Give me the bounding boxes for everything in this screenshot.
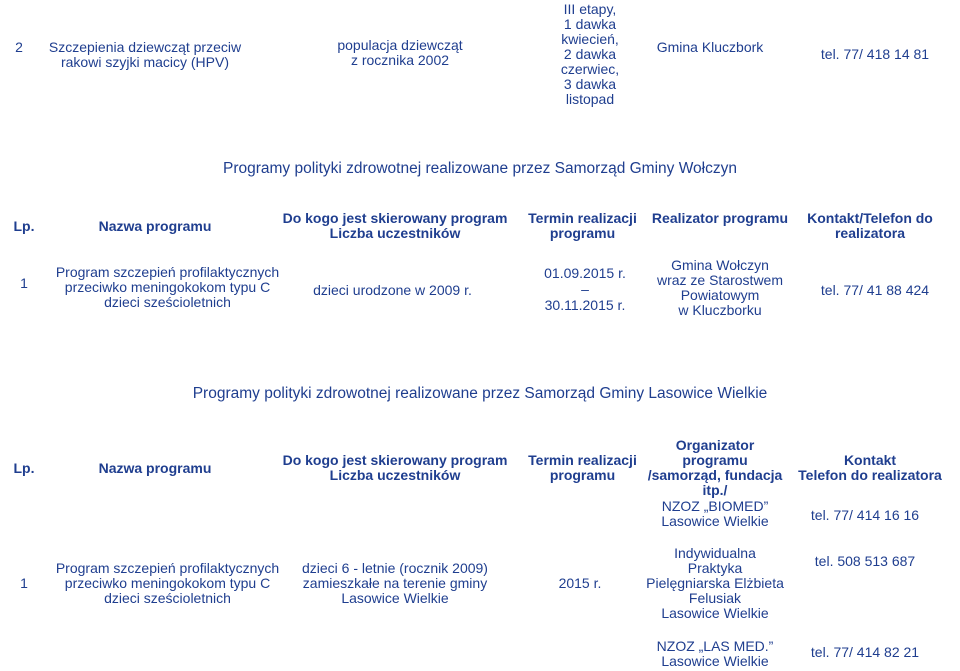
row-term: 2015 r. [558,575,602,591]
section-heading-lasowice: Programy polityki zdrowotnej realizowane przez Samorząd Gminy Lasowice Wielkie [192,385,768,402]
organizer-1 [640,499,790,529]
header-target-line: Liczba uczestników [329,225,461,241]
organizer-3 [640,639,790,669]
header-term-line: programu [549,467,616,483]
header-term-line: Termin realizacji [528,210,637,226]
row-target-line: dzieci 6 - letnie (rocznik 2009) [302,560,488,576]
organizer-line: Lasowice Wielkie [661,653,769,669]
top-row-target-line: populacja dziewcząt [337,37,463,53]
organizer-line: Praktyka [687,560,743,576]
top-row-term-line: kwiecień, [561,31,619,47]
header-lp: Lp. [13,218,35,234]
organizer-line: NZOZ „LAS MED.” [656,638,774,654]
row-name [40,561,295,606]
row-realizer-line: w Kluczborku [678,302,762,318]
header-target-line: Liczba uczestników [329,467,461,483]
row-name [40,265,295,310]
header-organizer-line: Organizator [675,437,755,453]
header-organizer [640,438,790,498]
organizer-3-contact: tel. 77/ 414 82 21 [810,644,920,660]
header-contact-line: Telefon do realizatora [798,467,942,483]
row-name-line: dzieci sześcioletnich [104,590,231,606]
organizer-2 [640,546,790,621]
header-contact-line: Kontakt/Telefon do [807,210,933,226]
header-contact [780,453,960,483]
header-target-line: Do kogo jest skierowany program [282,210,508,226]
row-realizer-line: Gmina Wołczyn [671,257,769,273]
header-contact-line: realizatora [834,225,906,241]
organizer-2-contact: tel. 508 513 687 [814,553,916,569]
top-row-term-line: III etapy, [563,1,617,17]
row-name-line: dzieci sześcioletnich [104,294,231,310]
top-row-target-line: z rocznika 2002 [350,52,450,68]
row-target: dzieci urodzone w 2009 r. [313,282,472,298]
header-term-line: Termin realizacji [528,452,637,468]
row-target-line: zamieszkałe na terenie gminy [302,575,488,591]
top-row-contact: tel. 77/ 418 14 81 [820,46,930,62]
row-target [290,561,500,606]
organizer-line: Felusiak [688,590,742,606]
row-lp: 1 [20,575,28,591]
row-name-line: Program szczepień profilaktycznych [55,264,280,280]
header-contact-line: Kontakt [843,452,897,468]
top-row-name-line: Szczepienia dziewcząt przeciw [48,39,242,55]
row-lp: 1 [20,275,28,291]
row-name-line: przeciwko meningokokom typu C [64,575,271,591]
row-term-line: – [581,281,589,297]
row-name-line: przeciwko meningokokom typu C [64,279,271,295]
header-lp: Lp. [13,460,35,476]
organizer-1-contact: tel. 77/ 414 16 16 [810,507,920,523]
header-organizer-line: programu [682,452,748,468]
row-contact: tel. 77/ 41 88 424 [820,282,930,298]
organizer-line: Lasowice Wielkie [661,513,769,529]
row-realizer-line: wraz ze Starostwem [656,272,784,288]
row-realizer-line: Powiatowym [680,287,760,303]
header-term-line: programu [549,225,616,241]
organizer-line: Indywidualna [674,545,756,561]
organizer-line: Lasowice Wielkie [661,605,769,621]
top-row-term-line: 1 dawka [563,16,617,32]
organizer-line: Pielęgniarska Elżbieta [646,575,784,591]
header-realizer: Realizator programu [651,210,789,226]
header-target [280,453,510,483]
section-heading-wolczyn: Programy polityki zdrowotnej realizowane przez Samorząd Gminy Wołczyn [223,160,737,177]
row-realizer [640,258,800,318]
row-target-line: Lasowice Wielkie [341,590,449,606]
top-row-term-line: 3 dawka [563,76,617,92]
top-row-realizer: Gmina Kluczbork [656,39,764,55]
header-name: Nazwa programu [98,460,212,476]
top-row-lp: 2 [15,39,23,55]
header-organizer-line: itp./ [702,482,728,498]
header-term [515,453,650,483]
top-row-target [300,38,500,68]
top-row-term-line: 2 dawka [563,46,617,62]
row-term-line: 30.11.2015 r. [544,297,626,313]
header-name: Nazwa programu [98,218,212,234]
header-target [280,211,510,241]
header-contact [780,211,960,241]
row-name-line: Program szczepień profilaktycznych [55,560,280,576]
top-row-term-line: czerwiec, [560,61,620,77]
header-term [515,211,650,241]
top-row-name-line: rakowi szyjki macicy (HPV) [60,54,229,70]
header-target-line: Do kogo jest skierowany program [282,452,508,468]
organizer-line: NZOZ „BIOMED” [661,498,769,514]
top-row-term [540,2,640,107]
top-row-term-line: listopad [565,91,615,107]
header-organizer-line: /samorząd, fundacja [647,467,783,483]
row-term [520,265,650,313]
row-term-line: 01.09.2015 r. [544,265,626,281]
top-row-name [40,40,250,70]
